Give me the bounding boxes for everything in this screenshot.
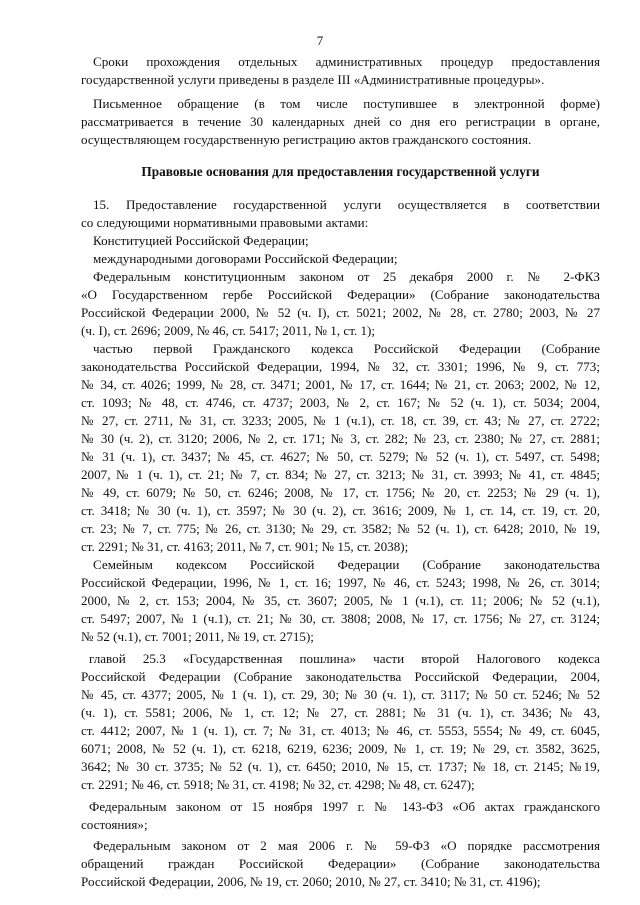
text-line: Федеральным конституционным законом от 25 декабря 2000 г. № 2-ФКЗ (93, 269, 600, 284)
text-line: (ч. 1), ст. 5581; 2006, № 1, ст. 12; № 27, ст. 2881; № 31 (ч. 1), ст. 3436; № 43, (81, 705, 600, 720)
text-line: государственной услуги приведены в разделе III «Административные процедуры». (81, 72, 545, 87)
text-line: ст. 23; № 7, ст. 775; № 26, ст. 3130; № 29, ст. 3582; № 52 (ч. 1), ст. 6428; 2010, № 19, (81, 521, 600, 536)
text-line: № 45, ст. 4377; 2005, № 1 (ч. 1), ст. 29, 30; № 30 (ч. 1), ст. 3117; № 50 ст. 5246; № 52 (81, 687, 600, 702)
text-line: Российской Федерации, 1996, № 1, ст. 16; 1997, № 46, ст. 5243; 1998, № 26, ст. 3014; (81, 575, 600, 590)
text-line: 2000, № 2, ст. 153; 2004, № 35, ст. 3607; 2005, № 1 (ч.1), ст. 11; 2006; № 52 (ч.1), (81, 593, 600, 608)
text-line: ст. 1093; № 48, ст. 4746, ст. 4737; 2003, № 2, ст. 167; № 52 (ч. 1), ст. 5034; 2004, (81, 395, 600, 410)
text-line: Российской Федерации (Собрание законодательства Российской Федерации, 2004, (81, 669, 600, 684)
text-line: Сроки прохождения отдельных административных процедур предоставления (93, 54, 600, 69)
text-line: международными договорами Российской Федерации; (93, 251, 398, 266)
text-line: ст. 4412; 2007, № 1 (ч. 1), ст. 7; № 31, ст. 4013; № 46, ст. 5553, 5554; № 49, ст. 6045, (81, 723, 600, 738)
text-line: со следующими нормативными правовыми актами: (81, 215, 369, 230)
text-line: Письменное обращение (в том числе поступившее в электронной форме) (93, 96, 600, 111)
text-line: № 30 (ч. 2), ст. 3120; 2006, № 2, ст. 171; № 3, ст. 282; № 23, ст. 2380; № 27, ст. 2881; (81, 431, 600, 446)
section-heading: Правовые основания для предоставления государственной услуги (141, 164, 540, 179)
text-line: Семейным кодексом Российской Федерации (Собрание законодательства (93, 557, 600, 572)
text-line: Федеральным законом от 15 ноября 1997 г. № 143-ФЗ «Об актах гражданского (89, 799, 600, 814)
text-line: рассматривается в течение 30 календарных дней со дня его регистрации в органе, (81, 114, 600, 129)
text-line: Российской Федерации 2000, № 52 (ч. I), ст. 5021; 2002, № 28, ст. 2780; 2003, № 27 (81, 305, 600, 320)
page-number: 7 (316, 33, 324, 48)
text-line: ст. 2291; № 31, ст. 4163; 2011, № 7, ст. 901; № 15, ст. 2038); (81, 539, 409, 554)
text-line: № 31 (ч. 1), ст. 3437; № 45, ст. 4627; № 50, ст. 5279; № 52 (ч. 1), ст. 5497, ст. 5498; (81, 449, 600, 464)
text-line: законодательства Российской Федерации, 1994, № 32, ст. 3301; 1996, № 9, ст. 773; (81, 359, 600, 374)
text-line: (ч. I), ст. 2696; 2009, № 46, ст. 5417; 2011, № 1, ст. 1); (81, 323, 376, 338)
text-line: 6071; 2008, № 52 (ч. 1), ст. 6218, 6219, 6236; 2009, № 1, ст. 19; № 29, ст. 3582, 3625, (81, 741, 600, 756)
text-line: состояния»; (81, 817, 148, 832)
text-line: обращений граждан Российской Федерации» (Собрание законодательства (81, 856, 600, 871)
text-line: № 49, ст. 6079; № 50, ст. 6246; 2008, № 17, ст. 1756; № 20, ст. 2253; № 29 (ч. 1), (81, 485, 600, 500)
text-line: ст. 3418; № 30 (ч. 1), ст. 3597; № 30 (ч. 2), ст. 3616; 2009, № 1, ст. 14, ст. 19, ст. 20, (81, 503, 600, 518)
text-line: 2007, № 1 (ч. 1), ст. 21; № 7, ст. 834; № 27, ст. 3213; № 31, ст. 3993; № 41, ст. 4845; (81, 467, 600, 482)
text-line: «О Государственном гербе Российской Федерации» (Собрание законодательства (81, 287, 600, 302)
text-line: № 27, ст. 2711, № 31, ст. 3233; 2005, № 1 (ч.1), ст. 18, ст. 39, ст. 43; № 27, ст. 2722; (81, 413, 600, 428)
text-line: № 52 (ч.1), ст. 7001; 2011, № 19, ст. 2715); (81, 629, 314, 644)
text-line: 3642; № 30 ст. 3735; № 52 (ч. 1), ст. 6450; 2010, № 15, ст. 1737; № 18, ст. 2145; №19, (81, 759, 600, 774)
text-line: Российской Федерации, 2006, № 19, ст. 2060; 2010, № 27, ст. 3410; № 31, ст. 4196); (81, 874, 541, 889)
text-line: ст. 2291; № 46, ст. 5918; № 31, ст. 4198; № 32, ст. 4298; № 48, ст. 6247); (81, 777, 475, 792)
text-line: Конституцией Российской Федерации; (93, 233, 309, 248)
text-line: осуществляющем государственную регистрацию актов гражданского состояния. (81, 132, 532, 147)
text-line: Федеральным законом от 2 мая 2006 г. № 59-ФЗ «О порядке рассмотрения (93, 838, 600, 853)
text-line: частью первой Гражданского кодекса Российской Федерации (Собрание (93, 341, 600, 356)
text-line: 15. Предоставление государственной услуги осуществляется в соответствии (93, 197, 600, 212)
text-line: № 34, ст. 4026; 1999, № 28, ст. 3471; 2001, № 17, ст. 1644; № 21, ст. 2063; 2002, № 12, (81, 377, 600, 392)
text-line: главой 25.3 «Государственная пошлина» части второй Налогового кодекса (89, 651, 600, 666)
text-line: ст. 5497; 2007, № 1 (ч.1), ст. 21; № 30, ст. 3808; 2008, № 17, ст. 1756; № 27, ст. 3124; (81, 611, 600, 626)
